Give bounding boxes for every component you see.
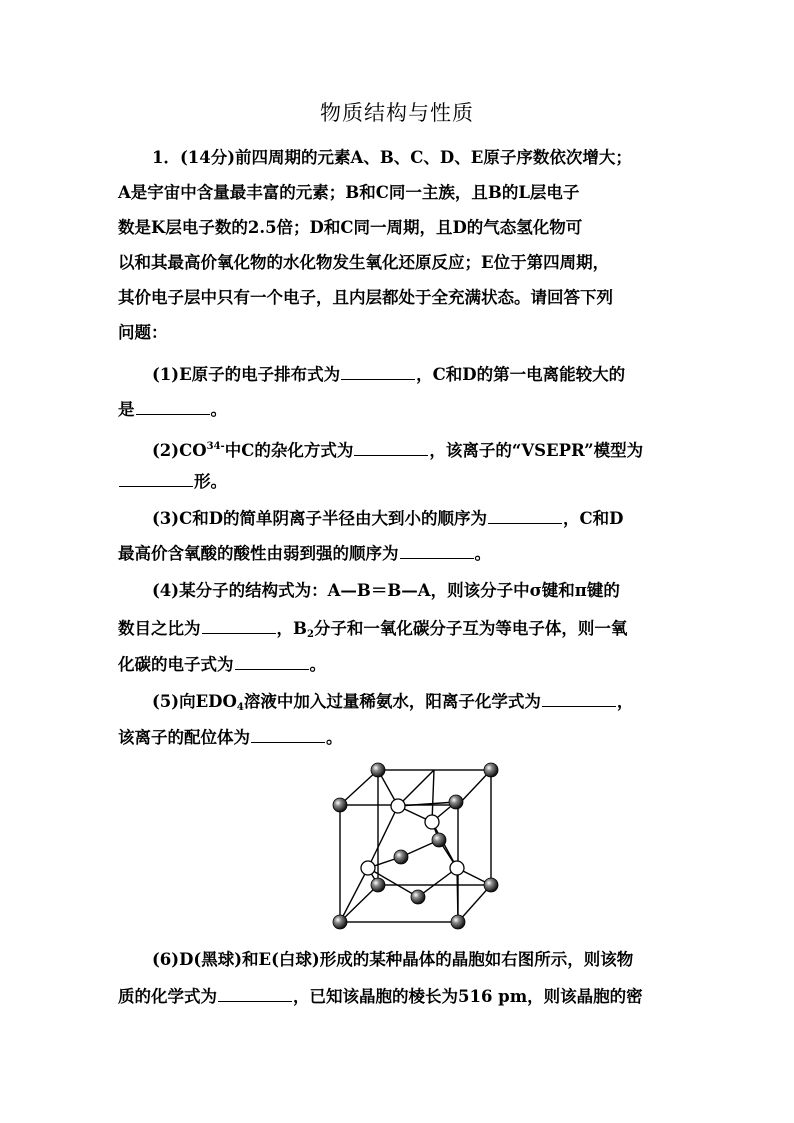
part-5-text-d: 该离子的配位体为 <box>118 728 250 747</box>
part-1-line-1 <box>152 363 625 387</box>
black-ball-icon <box>449 795 463 809</box>
part-4-line-1 <box>152 579 620 603</box>
part-1-line-2 <box>118 398 227 422</box>
part-2-text-b: 中C的杂化方式为 <box>224 441 354 460</box>
part-5-line-1 <box>152 690 633 714</box>
q1-line-6: 问题： <box>118 323 168 342</box>
part-3-text-d: 。 <box>474 544 491 563</box>
part-4-line-2 <box>118 617 627 641</box>
part-2-text-a: (2)CO <box>152 441 207 460</box>
black-ball-icon <box>484 763 498 777</box>
white-atoms <box>361 799 464 875</box>
q1-line-1: 1．(14分)前四周期的元素A、B、C、D、E原子序数依次增大； <box>152 148 632 167</box>
part-5-text-e: 。 <box>326 728 343 747</box>
part-4-text-d: 分子和一氧化碳分子互为等电子体，则一氧 <box>313 619 628 638</box>
part-4-text-e: 化碳的电子式为 <box>118 655 234 674</box>
answer-blank <box>354 439 428 456</box>
q1-line-2: A是宇宙中含量最丰富的元素；B和C同一主族，且B的L层电子 <box>118 183 580 202</box>
part-1-text-a: (1)E原子的电子排布式为 <box>152 365 341 384</box>
part-3-text-a: (3)C和D的简单阴离子半径由大到小的顺序为 <box>152 509 488 528</box>
part-6-text-b: 质的化学式为 <box>118 987 217 1006</box>
part-2-line-1 <box>152 435 643 459</box>
part-3-line-1 <box>152 507 624 531</box>
part-5-line-2 <box>118 726 343 750</box>
white-ball-icon <box>391 799 405 813</box>
part-4-text-b: 数目之比为 <box>118 619 201 638</box>
part-5-text-b: 溶液中加入过量稀氨水，阳离子化学式为 <box>243 692 541 711</box>
black-ball-icon <box>333 915 347 929</box>
q1-line-3: 数是K层电子数的2.5倍；D和C同一周期，且D的气态氢化物可 <box>118 218 583 237</box>
q1-line-5: 其价电子层中只有一个电子，且内层都处于全充满状态。请回答下列 <box>118 288 613 307</box>
page-title: 物质结构与性质 <box>320 101 474 125</box>
answer-blank <box>251 726 325 743</box>
part-3-line-2 <box>118 542 491 566</box>
q1-line-4: 以和其最高价氧化物的水化物发生氧化还原反应；E位于第四周期， <box>118 253 610 272</box>
black-ball-icon <box>432 833 446 847</box>
part-4-line-3 <box>118 653 326 677</box>
black-ball-icon <box>371 878 385 892</box>
part-4-text-a: (4)某分子的结构式为：A—B＝B—A，则该分子中σ键和π键的 <box>152 581 620 600</box>
part-3-text-b: ，C和D <box>563 509 624 528</box>
part-1-text-d: 。 <box>210 400 227 419</box>
part-1-text-b: ，C和D的第一电离能较大的 <box>416 365 626 384</box>
white-ball-icon <box>425 815 439 829</box>
part-4-text-c: ，B <box>276 619 307 638</box>
part-2-text-d: 形。 <box>194 472 227 491</box>
part-6-line-2 <box>118 985 643 1009</box>
black-ball-icon <box>333 798 347 812</box>
part-5-text-c: ， <box>616 692 634 711</box>
black-ball-icon <box>394 850 408 864</box>
answer-blank <box>341 363 415 380</box>
answer-blank <box>119 470 193 487</box>
white-ball-icon <box>450 861 464 875</box>
answer-blank <box>235 653 309 670</box>
white-ball-icon <box>361 861 375 875</box>
part-6-text-a: (6)D(黑球)和E(白球)形成的某种晶体的晶胞如右图所示，则该物 <box>152 950 634 969</box>
part-6-text-c: ，已知该晶胞的棱长为516 pm，则该晶胞的密 <box>293 987 643 1006</box>
answer-blank <box>488 507 562 524</box>
part-5-subscript: 4 <box>236 702 244 713</box>
part-6-line-1 <box>152 948 633 972</box>
part-4-subscript: 2 <box>306 629 314 640</box>
answer-blank <box>542 690 616 707</box>
part-2-superscript: 34- <box>206 441 225 452</box>
answer-blank <box>202 617 276 634</box>
answer-blank <box>400 542 474 559</box>
black-ball-icon <box>371 763 385 777</box>
part-2-line-2 <box>118 470 227 494</box>
part-3-text-c: 最高价含氧酸的酸性由弱到强的顺序为 <box>118 544 399 563</box>
answer-blank <box>218 985 292 1002</box>
part-4-text-f: 。 <box>309 655 326 674</box>
black-ball-icon <box>411 890 425 904</box>
black-ball-icon <box>451 915 465 929</box>
part-5-text-a: (5)向EDO <box>152 692 237 711</box>
answer-blank <box>136 398 210 415</box>
part-1-text-c: 是 <box>118 400 135 419</box>
black-ball-icon <box>484 878 498 892</box>
part-2-text-c: ，该离子的“VSEPR”模型为 <box>429 441 644 460</box>
crystal-cell-figure <box>322 760 510 936</box>
